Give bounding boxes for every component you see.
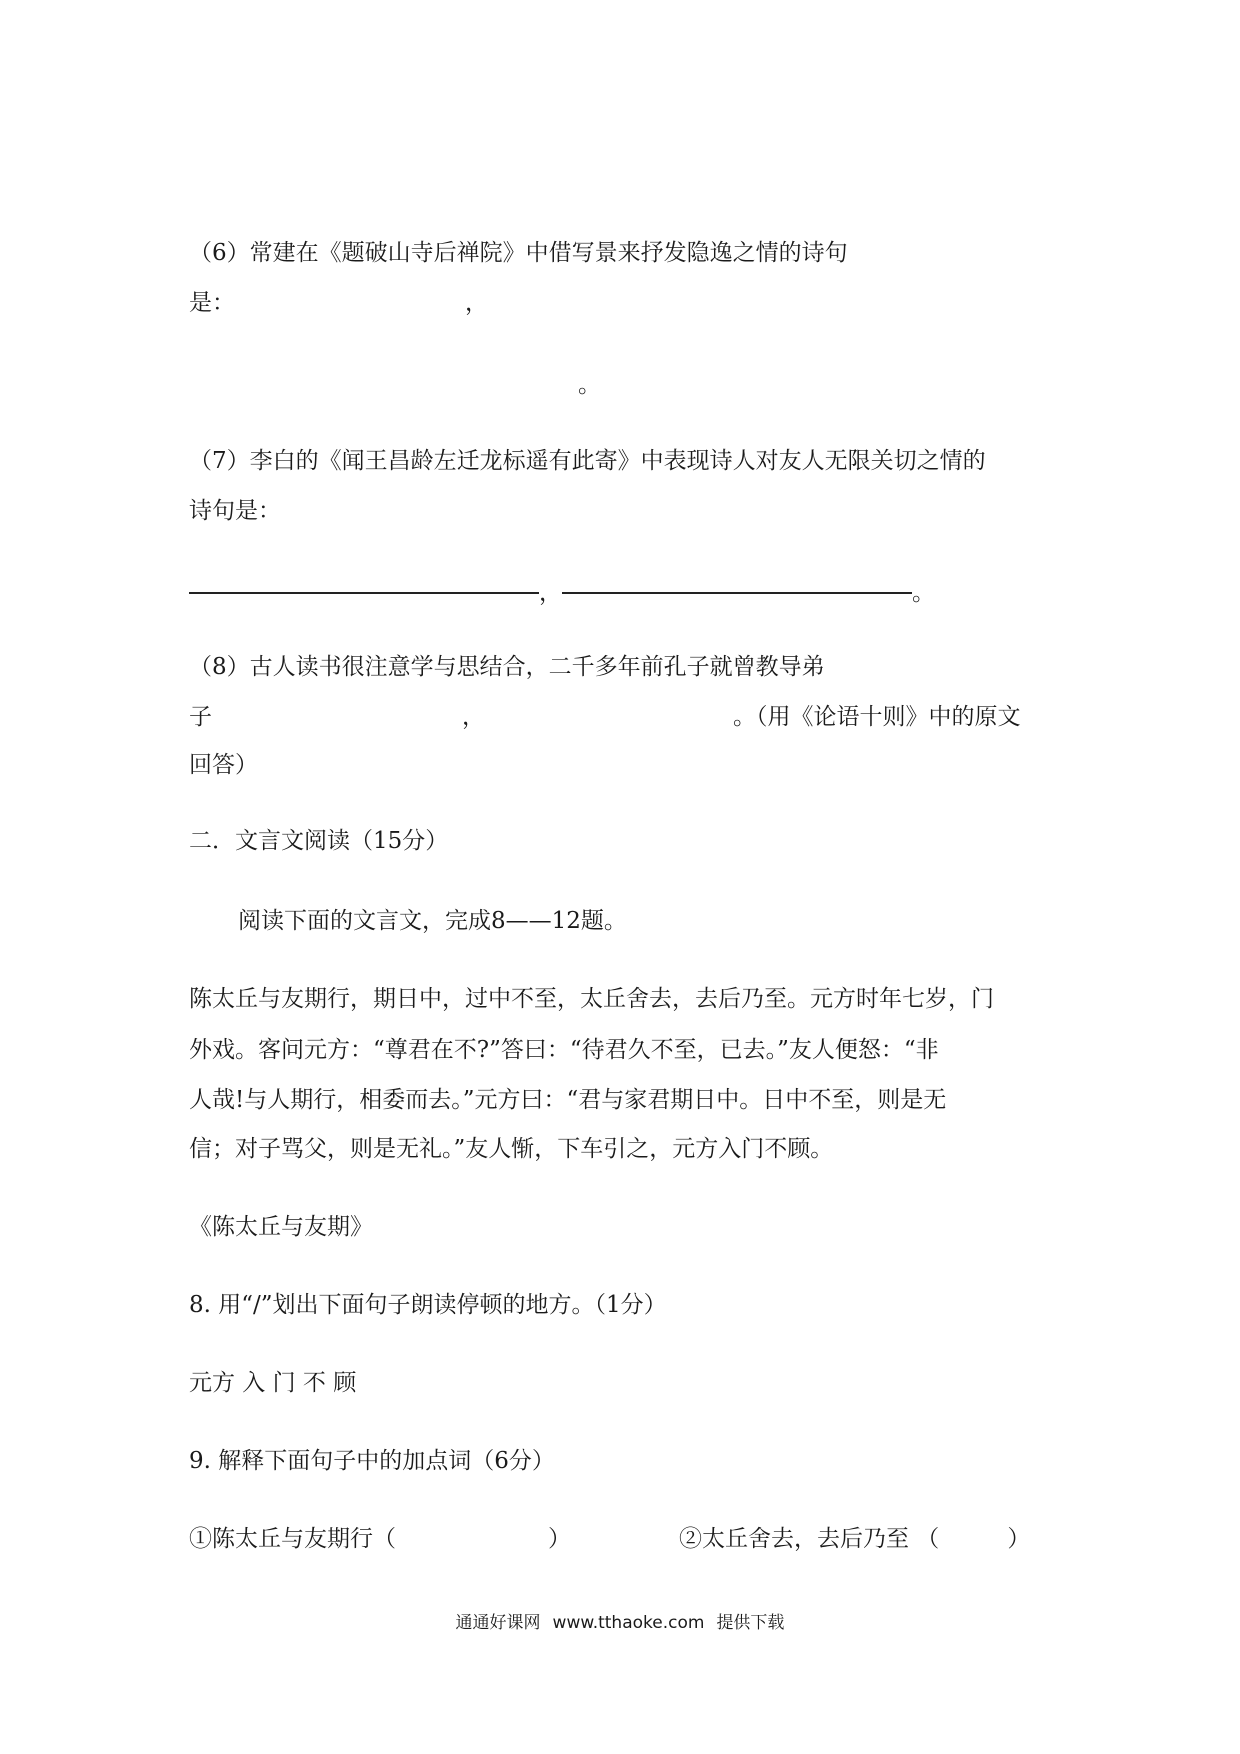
q6-question: （6）常建在《题破山寺后禅院》中借写景来抒发隐逸之情的诗句 [189, 240, 848, 266]
q6-comma: ， [465, 290, 488, 316]
q8-prompt: 8. 用“/”划出下面句子朗读停顿的地方。（1分） [189, 1292, 667, 1318]
passage-line-3: 人哉!与人期行，相委而去。”元方曰：“君与家君期日中。日中不至，则是无 [189, 1087, 947, 1113]
q6-answer-line [189, 288, 488, 318]
q7-question: （7）李白的《闻王昌龄左迁龙标遥有此寄》中表现诗人对友人无限关切之情的 [189, 448, 986, 474]
q8-recite-suffix2: 回答） [189, 752, 258, 778]
q7-blank-1[interactable] [189, 592, 539, 594]
q9-items [189, 1524, 1030, 1554]
section2-heading: 二．文言文阅读（15分） [189, 828, 449, 854]
q7-answer-prefix: 诗句是： [189, 498, 281, 524]
q8-recite-answer-line [189, 702, 1021, 732]
passage-source: 《陈太丘与友期》 [189, 1214, 373, 1240]
section2-instruction: 阅读下面的文言文，完成8——12题。 [238, 908, 627, 934]
q9-prompt: 9. 解释下面句子中的加点词（6分） [189, 1448, 555, 1474]
passage-line-4: 信；对子骂父，则是无礼。”友人惭，下车引之，元方入门不顾。 [189, 1136, 834, 1162]
footer-note: 提供下载 [716, 1613, 785, 1633]
q9-item-2-close: ） [1007, 1526, 1031, 1552]
q8-recite-suffix: 。（用《论语十则》中的原文 [733, 704, 1021, 730]
footer-url[interactable]: www.tthaoke.com [552, 1613, 705, 1633]
q7-comma: ， [539, 580, 562, 606]
q7-period: 。 [912, 580, 935, 606]
passage-line-2: 外戏。客问元方：“尊君在不?”答曰：“待君久不至，已去。”友人便怒：“非 [189, 1037, 939, 1063]
q6-period: 。 [578, 372, 601, 398]
q9-item-2: ②太丘舍去，去后乃至 （ [679, 1526, 940, 1552]
q9-item-1: ①陈太丘与友期行（ [189, 1526, 396, 1552]
q8-recite-comma: ， [462, 704, 485, 730]
q8-sentence: 元方 入 门 不 顾 [189, 1370, 357, 1396]
footer-site: 通通好课网 [455, 1613, 541, 1633]
passage-line-1: 陈太丘与友期行，期日中，过中不至，太丘舍去，去后乃至。元方时年七岁，门 [189, 986, 994, 1012]
q8-recite-prefix: 子 [189, 704, 212, 730]
q7-answer-line [189, 578, 935, 608]
q9-item-1-close: ） [548, 1526, 571, 1552]
q6-answer-prefix: 是： [189, 290, 235, 316]
q8-recite-question: （8）古人读书很注意学与思结合，二千多年前孔子就曾教导弟 [189, 654, 825, 680]
q7-blank-2[interactable] [562, 592, 912, 594]
page-footer [0, 1608, 1240, 1633]
